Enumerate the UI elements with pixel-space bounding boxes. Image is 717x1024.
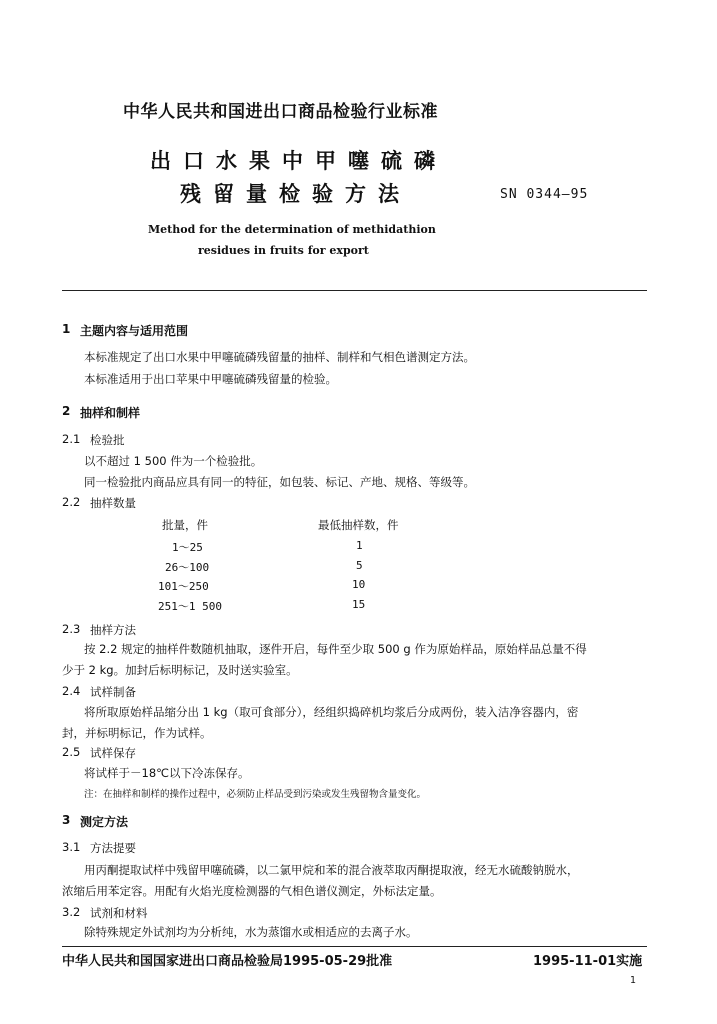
- section-3-2-title: 试剂和材料: [90, 906, 148, 920]
- standard-code: SN 0344—95: [500, 187, 589, 202]
- table-row-1-lot: 1～25: [172, 541, 203, 554]
- table-header-min-samples: 最低抽样数，件: [318, 518, 399, 532]
- english-title-line-2: residues in fruits for export: [198, 244, 369, 257]
- page-number: 1: [630, 975, 637, 986]
- section-2-5-title: 试样保存: [90, 746, 136, 760]
- table-row-1-samples: 1: [356, 539, 363, 552]
- section-1-number: 1: [62, 322, 71, 336]
- table-row-2-samples: 5: [356, 559, 363, 572]
- section-2-3-title: 抽样方法: [90, 623, 136, 637]
- section-2-4-paragraph-line-1: 将所取原始样品缩分出 1 kg（取可食部分），经组织捣碎机均浆后分成两份，装入洁净容器内，密: [84, 705, 579, 719]
- issuing-body-header: 中华人民共和国进出口商品检验行业标准: [123, 102, 438, 122]
- section-3-1-paragraph-line-1: 用丙酮提取试样中残留甲噻硫磷，以二氯甲烷和苯的混合液萃取丙酮提取液，经无水硫酸钠脱水，: [84, 863, 579, 877]
- table-row-3-samples: 10: [352, 578, 366, 591]
- section-3-1-paragraph-line-2: 浓缩后用苯定容。用配有火焰光度检测器的气相色谱仪测定，外标法定量。: [62, 884, 442, 898]
- title-line-1: 出口水果中甲噻硫磷: [150, 149, 447, 173]
- section-2-1-title: 检验批: [90, 433, 125, 447]
- section-2-3-number: 2.3: [62, 622, 81, 636]
- section-2-1-paragraph-2: 同一检验批内商品应具有同一的特征，如包装、标记、产地、规格、等级等。: [84, 475, 475, 489]
- section-2-5-note: 注：在抽样和制样的操作过程中，必须防止样品受到污染或发生残留物含量变化。: [84, 789, 427, 800]
- section-2-4-number: 2.4: [62, 684, 81, 698]
- section-2-2-title: 抽样数量: [90, 496, 136, 510]
- section-2-5-paragraph: 将试样于－18℃以下冷冻保存。: [84, 766, 250, 780]
- effective-date: 1995-11-01实施: [533, 954, 643, 969]
- table-row-2-lot: 26～100: [165, 561, 210, 574]
- section-2-5-number: 2.5: [62, 745, 81, 759]
- section-2-title: 抽样和制样: [80, 406, 141, 420]
- table-header-lot-size: 批量，件: [162, 518, 208, 532]
- section-2-4-paragraph-line-2: 封，并标明标记，作为试样。: [62, 726, 212, 740]
- section-1-title: 主题内容与适用范围: [80, 324, 189, 338]
- title-divider: [62, 290, 647, 291]
- section-1-paragraph-1: 本标准规定了出口水果中甲噻硫磷残留量的抽样、制样和气相色谱测定方法。: [84, 350, 475, 364]
- section-3-2-paragraph: 除特殊规定外试剂均为分析纯，水为蒸馏水或相适应的去离子水。: [84, 925, 418, 939]
- section-2-1-number: 2.1: [62, 432, 81, 446]
- section-1-paragraph-2: 本标准适用于出口苹果中甲噻硫磷残留量的检验。: [84, 372, 337, 386]
- title-line-2: 残留量检验方法: [180, 182, 411, 206]
- section-2-2-number: 2.2: [62, 495, 81, 509]
- section-3-1-number: 3.1: [62, 840, 81, 854]
- section-2-3-paragraph-line-2: 少于 2 kg。加封后标明标记，及时送实验室。: [62, 663, 298, 677]
- section-3-1-title: 方法提要: [90, 841, 136, 855]
- section-2-1-paragraph-1: 以不超过 1 500 件为一个检验批。: [84, 454, 263, 468]
- section-2-3-paragraph-line-1: 按 2.2 规定的抽样件数随机抽取，逐件开启，每件至少取 500 g 作为原始样品，原始样品总量不得: [84, 642, 587, 656]
- table-row-3-lot: 101～250: [158, 580, 209, 593]
- section-3-title: 测定方法: [80, 815, 129, 829]
- section-2-4-title: 试样制备: [90, 685, 136, 699]
- approval-statement: 中华人民共和国国家进出口商品检验局1995-05-29批准: [62, 954, 393, 969]
- table-row-4-samples: 15: [352, 598, 366, 611]
- english-title-line-1: Method for the determination of methidathion: [148, 223, 436, 236]
- section-2-number: 2: [62, 404, 71, 418]
- table-row-4-lot: 251～1 500: [158, 600, 222, 613]
- section-3-number: 3: [62, 813, 71, 827]
- footer-divider: [62, 946, 647, 947]
- section-3-2-number: 3.2: [62, 905, 81, 919]
